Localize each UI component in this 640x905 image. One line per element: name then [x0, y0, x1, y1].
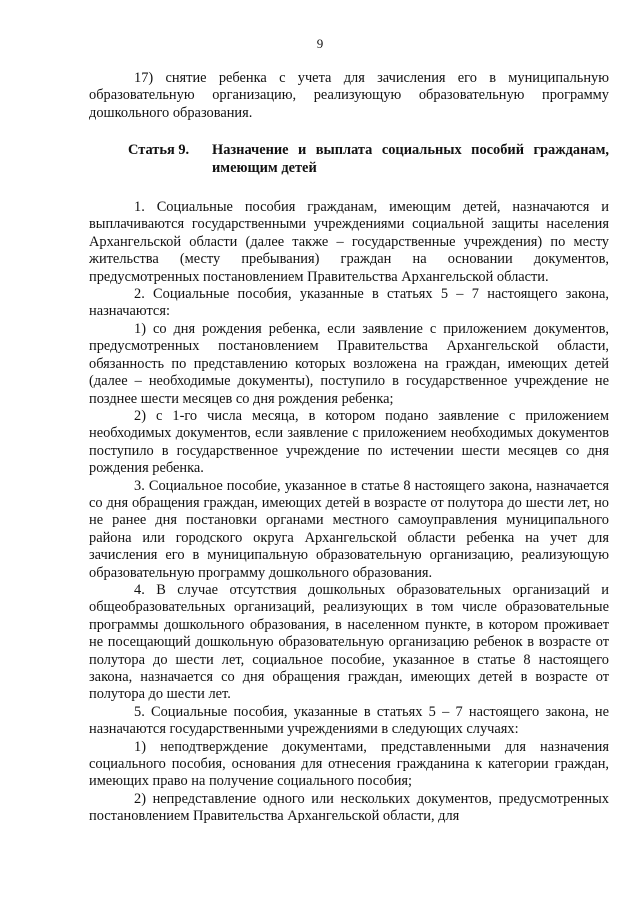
page-number: 9: [316, 36, 324, 51]
paragraph-5: 5. Социальные пособия, указанные в статьях 5 – 7 настоящего закона, не назначаются государственными учреждениями в следующих случаях:: [89, 703, 609, 738]
paragraph-2-item-2: 2) с 1-го числа месяца, в котором подано заявление с приложением необходимых документов, если заявление с приложением необходимых документов поступило в государственное учреждение по истечении шести месяцев со дня рождения ребенка.: [89, 407, 609, 477]
paragraph-2-item-1: 1) со дня рождения ребенка, если заявление с приложением документов, предусмотренных постановлением Правительства Архангельской области, обязанность по представлению которых возложена на граждан, имеющих детей (далее – необходимые документы), поступило в государственное учреждение не позднее шести месяцев со дня рождения ребенка;: [89, 320, 609, 407]
paragraph-2: 2. Социальные пособия, указанные в статьях 5 – 7 настоящего закона, назначаются:: [89, 286, 609, 320]
paragraph-5-item-2: 2) непредставление одного или нескольких документов, предусмотренных постановлением Правительства Архангельской области, для: [89, 790, 609, 825]
document-body: [89, 70, 609, 826]
paragraph-4: 4. В случае отсутствия дошкольных образовательных организаций и общеобразовательных организаций, реализующих в том числе образовательные программы дошкольного образования, в населенном пункте, в котором проживает не посещающий дошкольную образовательную организацию ребенок в возрасте от полутора до шести лет, социальное пособие, указанное в статье 8 настоящего закона, назначается со дня обращения граждан, имеющих детей в возрасте от полутора до шести лет.: [89, 581, 609, 703]
paragraph-1: 1. Социальные пособия гражданам, имеющим детей, назначаются и выплачиваются государственными учреждениями социальной защиты населения Архангельской области (далее также – государственные учреждения) по месту жительства (месту пребывания) граждан на основании документов, предусмотренных постановлением Правительства Архангельской области.: [89, 199, 609, 285]
paragraph-5-item-1: 1) неподтверждение документами, представленными для назначения социального пособия, основания для отнесения гражданина к категории граждан, имеющих право на получение социального пособия;: [89, 738, 609, 790]
article-heading: [89, 142, 609, 177]
article-title: Назначение и выплата социальных пособий гражданам, имеющим детей: [212, 142, 609, 176]
paragraph-3: 3. Социальное пособие, указанное в статье 8 настоящего закона, назначается со дня обращения граждан, имеющих детей в возрасте от полутора до шести лет, но не ранее дня постановки органами местного самоуправления муниципального района или городского округа Архангельской области ребенка на учет для зачисления его в муниципальную образовательную организацию, реализующую образовательную программу дошкольного образования.: [89, 477, 609, 581]
paragraph-item-17: 17) снятие ребенка с учета для зачисления его в муниципальную образовательную организацию, реализующую образовательную программу дошкольного образования.: [89, 70, 609, 121]
article-number: Статья 9.: [128, 142, 190, 159]
